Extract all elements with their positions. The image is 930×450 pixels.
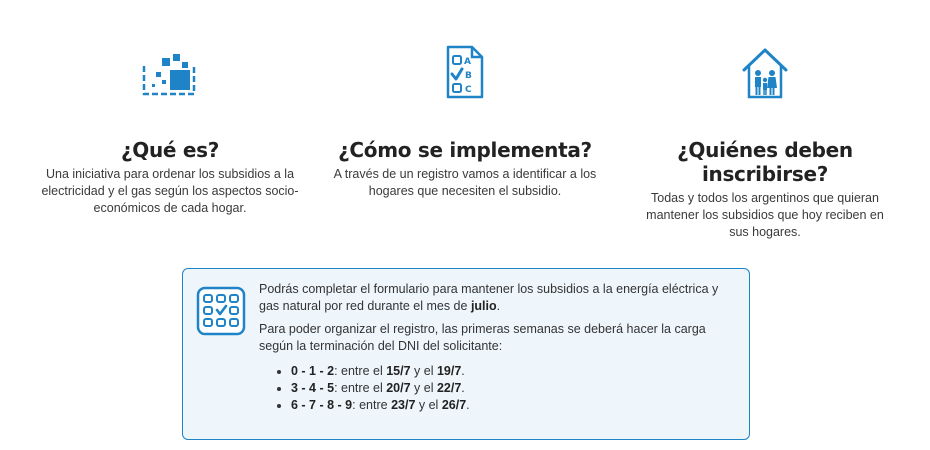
- schedule-text: .: [461, 381, 465, 395]
- column-title: ¿Qué es?: [120, 138, 220, 162]
- schedule-text: y el: [410, 381, 437, 395]
- svg-text:C: C: [465, 85, 472, 95]
- start-date: 23/7: [391, 398, 416, 412]
- data-blocks-icon: [20, 40, 320, 100]
- checklist-document-icon: [315, 40, 615, 100]
- schedule-text: y el: [410, 364, 437, 378]
- schedule-text: .: [466, 398, 470, 412]
- notice-paragraph-organization: Para poder organizar el registro, las primeras semanas se deberá hacer la carga según la terminación del DNI del solicitante:: [259, 322, 706, 353]
- calendar-icon: [195, 285, 247, 342]
- column-text: Todas y todos los argentinos que quieran mantener los subsidios que hoy reciben en sus hogares.: [646, 191, 884, 239]
- notice-paragraph-month: [259, 281, 739, 315]
- svg-text:A: A: [464, 57, 471, 67]
- start-date: 20/7: [386, 381, 411, 395]
- schedule-text: : entre: [352, 398, 392, 412]
- dni-digits: 6 - 7 - 8 - 9: [291, 398, 353, 412]
- schedule-item: [291, 380, 739, 397]
- schedule-text: : entre el: [334, 364, 387, 378]
- info-column-que-es: [20, 40, 320, 217]
- column-text: A través de un registro vamos a identificar a los hogares que necesiten el subsidio.: [333, 167, 597, 198]
- registration-notice-box: [182, 268, 750, 440]
- month-highlight: julio: [470, 299, 497, 313]
- column-text: Una iniciativa para ordenar los subsidios a la electricidad y el gas según los aspectos socio-económicos de cada hogar.: [41, 167, 299, 215]
- schedule-item: [291, 363, 739, 380]
- family-house-icon: [615, 40, 915, 100]
- dni-schedule-list: [259, 363, 739, 414]
- start-date: 15/7: [386, 364, 411, 378]
- column-title: ¿Cómo se implementa?: [338, 138, 592, 162]
- schedule-text: y el: [415, 398, 442, 412]
- notice-text-end: .: [496, 299, 501, 313]
- end-date: 19/7: [436, 364, 462, 378]
- schedule-text: .: [461, 364, 465, 378]
- column-title: ¿Quiénes deben inscribirse?: [677, 138, 853, 186]
- dni-digits: 3 - 4 - 5: [291, 381, 335, 395]
- end-date: 26/7: [441, 398, 467, 412]
- notice-text: Podrás completar el formulario para mantener los subsidios a la energía eléctrica y gas natural por red durante el mes de: [259, 282, 719, 313]
- end-date: 22/7: [436, 381, 462, 395]
- dni-digits: 0 - 1 - 2: [291, 364, 335, 378]
- info-column-como-se-implementa: [315, 40, 615, 200]
- info-column-quienes-deben-inscribirse: [615, 40, 915, 241]
- schedule-item: [291, 397, 739, 414]
- schedule-text: : entre el: [334, 381, 387, 395]
- svg-text:B: B: [465, 71, 472, 81]
